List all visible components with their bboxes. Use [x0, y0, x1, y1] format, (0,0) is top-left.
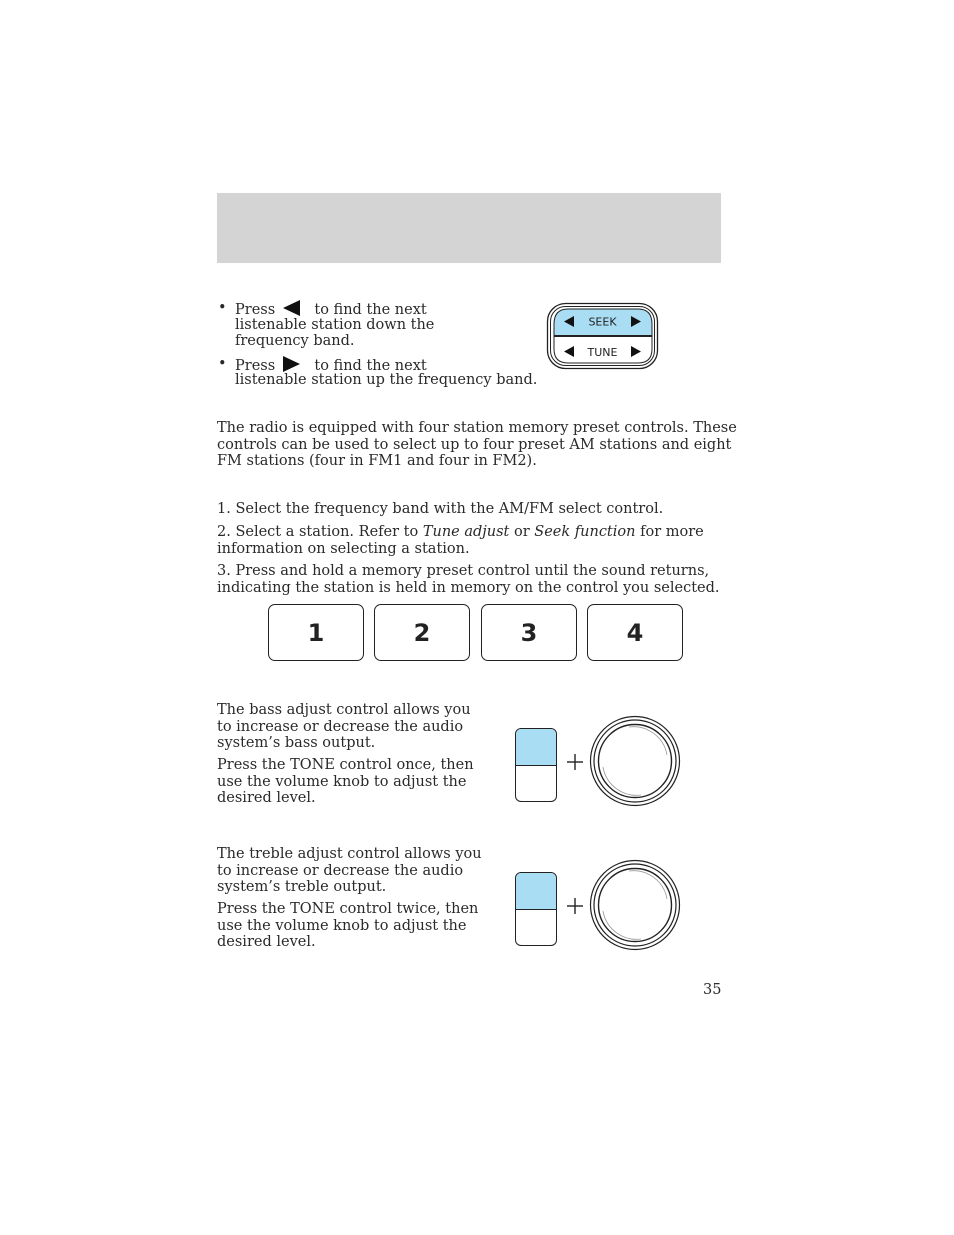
- preset-button-2[interactable]: 2: [374, 604, 470, 661]
- seek-tune-control: [546, 302, 660, 370]
- preset-button-3[interactable]: 3: [481, 604, 577, 661]
- preset-button-1[interactable]: 1: [268, 604, 364, 661]
- presets-intro-paragraph: The radio is equipped with four station memory preset controls. These controls can be used to select up to four preset AM stations and eight FM stations (four in FM1 and four in FM2).: [217, 420, 737, 469]
- preset-button-4[interactable]: 4: [587, 604, 683, 661]
- treble-instructions: Press the TONE control twice, then use the volume knob to adjust the desired level.: [217, 901, 479, 950]
- plus-icon: [565, 896, 585, 916]
- step-2: 2. Select a station. Refer to Tune adjust or Seek function for more information on selecting a station.: [217, 524, 704, 557]
- step-1: 1. Select the frequency band with the AM/FM select control.: [217, 501, 664, 517]
- bass-instructions: Press the TONE control once, then use the volume knob to adjust the desired level.: [217, 757, 474, 806]
- right-arrow-icon: [283, 356, 300, 372]
- seek-label: SEEK: [588, 315, 617, 329]
- treble-description: The treble adjust control allows you to increase or decrease the audio system’s treble output.: [217, 846, 482, 895]
- volume-knob-icon[interactable]: [589, 859, 681, 951]
- tune-label: TUNE: [587, 346, 618, 359]
- page-number: 35: [703, 982, 722, 998]
- tone-button-bass[interactable]: [515, 728, 557, 802]
- section-header-band: [217, 193, 721, 263]
- volume-knob-icon[interactable]: [589, 715, 681, 807]
- bass-description: The bass adjust control allows you to increase or decrease the audio system’s bass output.: [217, 702, 471, 751]
- plus-icon: [565, 752, 585, 772]
- step-3: 3. Press and hold a memory preset control until the sound returns, indicating the station is held in memory on the control you selected.: [217, 563, 720, 596]
- tone-button-treble[interactable]: [515, 872, 557, 946]
- left-arrow-icon: [283, 300, 300, 316]
